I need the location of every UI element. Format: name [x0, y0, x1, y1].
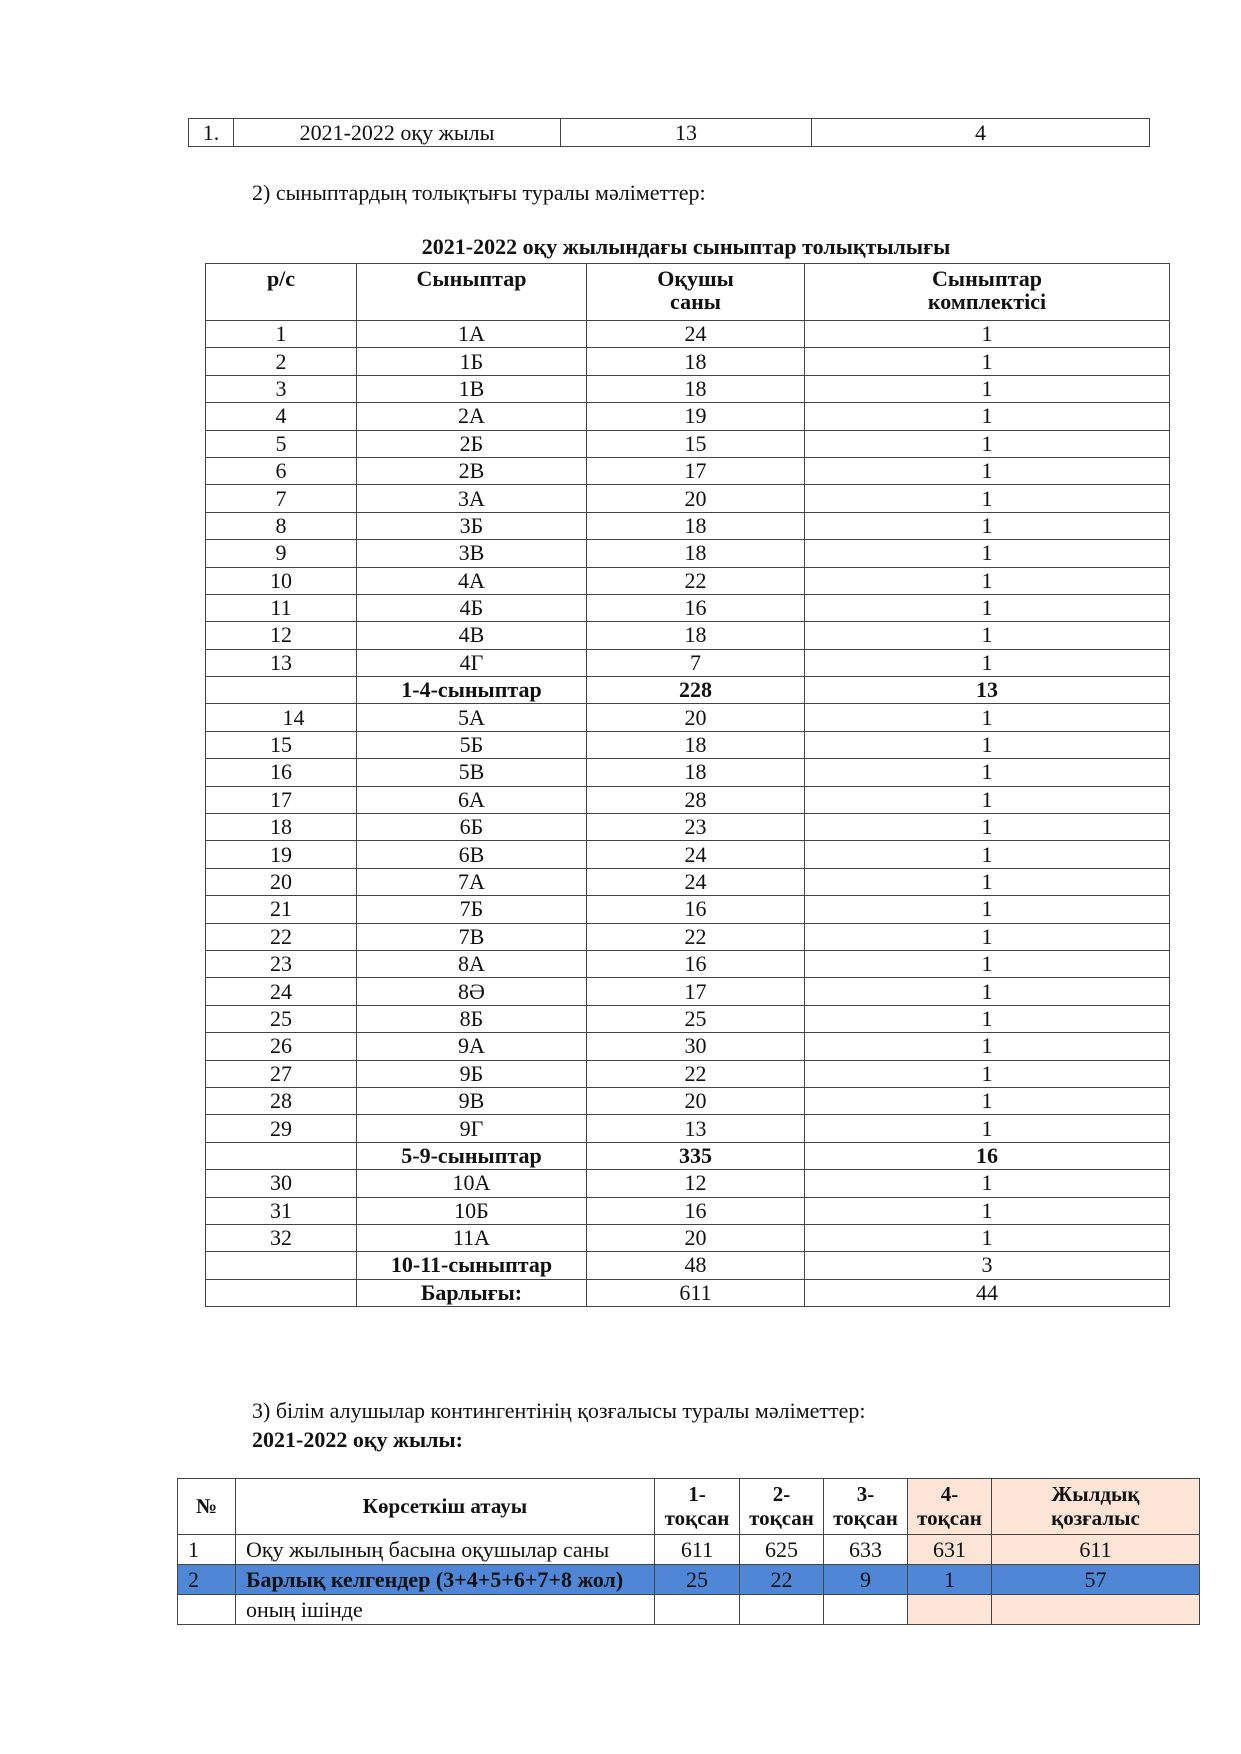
- class-name: 7В: [357, 923, 587, 950]
- class-name: 5В: [357, 759, 587, 786]
- row-number: 16: [206, 759, 357, 786]
- class-sets: 1: [805, 567, 1170, 594]
- class-sets: 1: [805, 1087, 1170, 1114]
- row-number: 1: [206, 321, 357, 348]
- row-number: 27: [206, 1060, 357, 1087]
- value-cell: 4: [812, 119, 1150, 147]
- row-number: [206, 1252, 357, 1279]
- row-number: 2: [178, 1565, 236, 1595]
- student-count: 12: [587, 1170, 805, 1197]
- row-number: 25: [206, 1005, 357, 1032]
- table-row: [178, 1535, 1200, 1565]
- student-count: 16: [587, 896, 805, 923]
- class-name: 3В: [357, 540, 587, 567]
- class-sets: 1: [805, 950, 1170, 977]
- student-count: 7: [587, 649, 805, 676]
- header-number: р/с: [206, 264, 357, 321]
- class-sets: 1: [805, 540, 1170, 567]
- row-number: 8: [206, 512, 357, 539]
- class-sets: 1: [805, 430, 1170, 457]
- table-header-row: [178, 1479, 1200, 1535]
- contingent-movement-table: [177, 1478, 1200, 1625]
- subtotal-row: [206, 1142, 1170, 1169]
- row-number: 1: [178, 1535, 236, 1565]
- student-count: 24: [587, 841, 805, 868]
- table-row: [206, 841, 1170, 868]
- student-count: 18: [587, 540, 805, 567]
- class-name: 2Б: [357, 430, 587, 457]
- row-number: 2: [206, 348, 357, 375]
- table-row: [206, 512, 1170, 539]
- table-row: [206, 814, 1170, 841]
- row-number: 5: [206, 430, 357, 457]
- class-sets: 1: [805, 868, 1170, 895]
- header-classes: Сыныптар: [357, 264, 587, 321]
- student-count: 22: [587, 1060, 805, 1087]
- class-sets: 1: [805, 896, 1170, 923]
- class-name: 5-9-сыныптар: [357, 1142, 587, 1169]
- table-row: [206, 786, 1170, 813]
- class-name: 8Б: [357, 1005, 587, 1032]
- student-count: 20: [587, 1087, 805, 1114]
- class-sets: 16: [805, 1142, 1170, 1169]
- class-sets: 3: [805, 1252, 1170, 1279]
- class-sets: 13: [805, 677, 1170, 704]
- table-row: [206, 950, 1170, 977]
- table-row: [206, 485, 1170, 512]
- row-number: [178, 1595, 236, 1625]
- table-header-row: [206, 264, 1170, 321]
- subtotal-row: [206, 677, 1170, 704]
- class-sets: 1: [805, 704, 1170, 731]
- table-row: [206, 896, 1170, 923]
- class-name: 4Г: [357, 649, 587, 676]
- table-row: [206, 540, 1170, 567]
- class-sets: 1: [805, 403, 1170, 430]
- section-3-year: 2021-2022 оқу жылы:: [252, 1427, 463, 1452]
- student-count: 611: [587, 1279, 805, 1306]
- table-row: [178, 1565, 1200, 1595]
- student-count: 28: [587, 786, 805, 813]
- header-cell: 3- тоқсан: [824, 1479, 908, 1535]
- student-count: 18: [587, 759, 805, 786]
- student-count: 335: [587, 1142, 805, 1169]
- table-row: [206, 649, 1170, 676]
- row-number: 18: [206, 814, 357, 841]
- table-row: [206, 1170, 1170, 1197]
- class-table-body: [206, 321, 1170, 1307]
- movement-table-body: [178, 1535, 1200, 1625]
- class-name: 10А: [357, 1170, 587, 1197]
- class-name: 1Б: [357, 348, 587, 375]
- section-3-heading: 3) білім алушылар контингентінің қозғалысы туралы мәліметтер:: [252, 1398, 866, 1423]
- class-sets: 1: [805, 1224, 1170, 1251]
- class-name: 7А: [357, 868, 587, 895]
- table-row: [206, 457, 1170, 484]
- class-sets: 1: [805, 1170, 1170, 1197]
- class-name: 8А: [357, 950, 587, 977]
- student-count: 18: [587, 622, 805, 649]
- row-number: 6: [206, 457, 357, 484]
- student-count: 16: [587, 1197, 805, 1224]
- class-sets: 1: [805, 649, 1170, 676]
- table-row: [206, 1005, 1170, 1032]
- header-students: Оқушы саны: [587, 264, 805, 321]
- student-count: 17: [587, 978, 805, 1005]
- class-sets: 1: [805, 622, 1170, 649]
- student-count: 24: [587, 868, 805, 895]
- row-number: 10: [206, 567, 357, 594]
- quarter-value: 611: [655, 1535, 740, 1565]
- class-name: 6В: [357, 841, 587, 868]
- row-number: 1.: [189, 119, 234, 147]
- class-sets: 1: [805, 923, 1170, 950]
- row-number: 7: [206, 485, 357, 512]
- class-sets: 1: [805, 348, 1170, 375]
- student-count: 25: [587, 1005, 805, 1032]
- class-sets: 1: [805, 786, 1170, 813]
- class-name: 2В: [357, 457, 587, 484]
- row-number: 17: [206, 786, 357, 813]
- table-row: [206, 348, 1170, 375]
- student-count: 24: [587, 321, 805, 348]
- table-row: [206, 759, 1170, 786]
- class-name: 1В: [357, 375, 587, 402]
- table-row: [189, 119, 1150, 147]
- indicator-name: Оқу жылының басына оқушылар саны: [236, 1535, 655, 1565]
- class-name: 10Б: [357, 1197, 587, 1224]
- class-name: 3А: [357, 485, 587, 512]
- table-row: [206, 704, 1170, 731]
- row-number: 14: [206, 704, 357, 731]
- table-row: [206, 1060, 1170, 1087]
- table-row: [206, 1115, 1170, 1142]
- header-cell: Жылдық қозғалыс: [992, 1479, 1200, 1535]
- row-number: 26: [206, 1033, 357, 1060]
- class-sets: 1: [805, 1033, 1170, 1060]
- table-row: [206, 1224, 1170, 1251]
- student-count: 20: [587, 704, 805, 731]
- student-count: 30: [587, 1033, 805, 1060]
- section-2-heading: 2) сыныптардың толықтығы туралы мәліметтер:: [252, 180, 706, 205]
- row-number: 29: [206, 1115, 357, 1142]
- indicator-name: оның ішінде: [236, 1595, 655, 1625]
- class-name: 5Б: [357, 731, 587, 758]
- header-cell: 2- тоқсан: [740, 1479, 824, 1535]
- class-sets: 1: [805, 978, 1170, 1005]
- class-completeness-table: [205, 263, 1170, 1307]
- row-number: 30: [206, 1170, 357, 1197]
- row-number: 21: [206, 896, 357, 923]
- row-number: 28: [206, 1087, 357, 1114]
- table-row: [206, 403, 1170, 430]
- student-count: 16: [587, 950, 805, 977]
- student-count: 22: [587, 567, 805, 594]
- row-number: [206, 1279, 357, 1306]
- row-number: 3: [206, 375, 357, 402]
- class-sets: 1: [805, 485, 1170, 512]
- table-row: [206, 868, 1170, 895]
- row-number: [206, 1142, 357, 1169]
- class-name: 4А: [357, 567, 587, 594]
- quarter-value: [740, 1595, 824, 1625]
- class-name: 11А: [357, 1224, 587, 1251]
- class-sets: 1: [805, 1005, 1170, 1032]
- class-name: 3Б: [357, 512, 587, 539]
- row-number: 24: [206, 978, 357, 1005]
- row-number: 22: [206, 923, 357, 950]
- row-number: [206, 677, 357, 704]
- student-count: 20: [587, 1224, 805, 1251]
- row-number: 32: [206, 1224, 357, 1251]
- quarter-value: 631: [908, 1535, 992, 1565]
- row-number: 13: [206, 649, 357, 676]
- class-sets: 1: [805, 457, 1170, 484]
- table-row: [206, 321, 1170, 348]
- class-name: 8Ә: [357, 978, 587, 1005]
- class-name: 6А: [357, 786, 587, 813]
- top-summary-table: [188, 118, 1150, 147]
- header-sets: Сыныптар комплектісі: [805, 264, 1170, 321]
- student-count: 16: [587, 594, 805, 621]
- class-sets: 1: [805, 512, 1170, 539]
- class-name: 2А: [357, 403, 587, 430]
- quarter-value: [992, 1595, 1200, 1625]
- row-number: 15: [206, 731, 357, 758]
- class-name: 9Г: [357, 1115, 587, 1142]
- quarter-value: 1: [908, 1565, 992, 1595]
- student-count: 18: [587, 375, 805, 402]
- class-sets: 1: [805, 375, 1170, 402]
- student-count: 18: [587, 731, 805, 758]
- total-row: [206, 1279, 1170, 1306]
- class-name: 9В: [357, 1087, 587, 1114]
- class-sets: 1: [805, 814, 1170, 841]
- row-number: 4: [206, 403, 357, 430]
- table-row: [206, 923, 1170, 950]
- row-number: 19: [206, 841, 357, 868]
- total-row: [206, 1252, 1170, 1279]
- student-count: 18: [587, 348, 805, 375]
- table-row: [206, 430, 1170, 457]
- table-row: [206, 978, 1170, 1005]
- table-row: [206, 622, 1170, 649]
- row-number: 23: [206, 950, 357, 977]
- class-name: 9Б: [357, 1060, 587, 1087]
- class-sets: 1: [805, 1197, 1170, 1224]
- student-count: 22: [587, 923, 805, 950]
- student-count: 228: [587, 677, 805, 704]
- class-name: 4В: [357, 622, 587, 649]
- header-cell: №: [178, 1479, 236, 1535]
- class-sets: 1: [805, 594, 1170, 621]
- table-row: [206, 1197, 1170, 1224]
- table-row: [206, 594, 1170, 621]
- table-row: [206, 1033, 1170, 1060]
- class-sets: 1: [805, 1115, 1170, 1142]
- table-row: [178, 1595, 1200, 1625]
- student-count: 19: [587, 403, 805, 430]
- student-count: 17: [587, 457, 805, 484]
- class-name: 6Б: [357, 814, 587, 841]
- class-sets: 1: [805, 841, 1170, 868]
- header-cell: 1- тоқсан: [655, 1479, 740, 1535]
- row-number: 20: [206, 868, 357, 895]
- quarter-value: 25: [655, 1565, 740, 1595]
- class-name: 5А: [357, 704, 587, 731]
- class-name: 9А: [357, 1033, 587, 1060]
- value-cell: 13: [561, 119, 812, 147]
- class-name: 7Б: [357, 896, 587, 923]
- student-count: 48: [587, 1252, 805, 1279]
- class-name: Барлығы:: [357, 1279, 587, 1306]
- student-count: 13: [587, 1115, 805, 1142]
- table-row: [206, 1087, 1170, 1114]
- class-name: 1А: [357, 321, 587, 348]
- class-sets: 44: [805, 1279, 1170, 1306]
- quarter-value: 633: [824, 1535, 908, 1565]
- class-name: 4Б: [357, 594, 587, 621]
- student-count: 18: [587, 512, 805, 539]
- quarter-value: 625: [740, 1535, 824, 1565]
- quarter-value: 9: [824, 1565, 908, 1595]
- table-row: [206, 567, 1170, 594]
- quarter-value: 611: [992, 1535, 1200, 1565]
- table-row: [206, 375, 1170, 402]
- class-sets: 1: [805, 731, 1170, 758]
- row-number: 9: [206, 540, 357, 567]
- header-cell: 4- тоқсан: [908, 1479, 992, 1535]
- quarter-value: 22: [740, 1565, 824, 1595]
- quarter-value: [908, 1595, 992, 1625]
- class-table-title: 2021-2022 оқу жылындағы сыныптар толықтылығы: [421, 234, 951, 259]
- class-name: 10-11-сыныптар: [357, 1252, 587, 1279]
- row-number: 11: [206, 594, 357, 621]
- header-cell: Көрсеткіш атауы: [236, 1479, 655, 1535]
- row-number: 12: [206, 622, 357, 649]
- student-count: 20: [587, 485, 805, 512]
- student-count: 23: [587, 814, 805, 841]
- quarter-value: [824, 1595, 908, 1625]
- quarter-value: [655, 1595, 740, 1625]
- class-sets: 1: [805, 759, 1170, 786]
- indicator-name: Барлық келгендер (3+4+5+6+7+8 жол): [236, 1565, 655, 1595]
- table-row: [206, 731, 1170, 758]
- class-sets: 1: [805, 321, 1170, 348]
- student-count: 15: [587, 430, 805, 457]
- row-number: 31: [206, 1197, 357, 1224]
- class-name: 1-4-сыныптар: [357, 677, 587, 704]
- quarter-value: 57: [992, 1565, 1200, 1595]
- class-sets: 1: [805, 1060, 1170, 1087]
- year-cell: 2021-2022 оқу жылы: [234, 119, 561, 147]
